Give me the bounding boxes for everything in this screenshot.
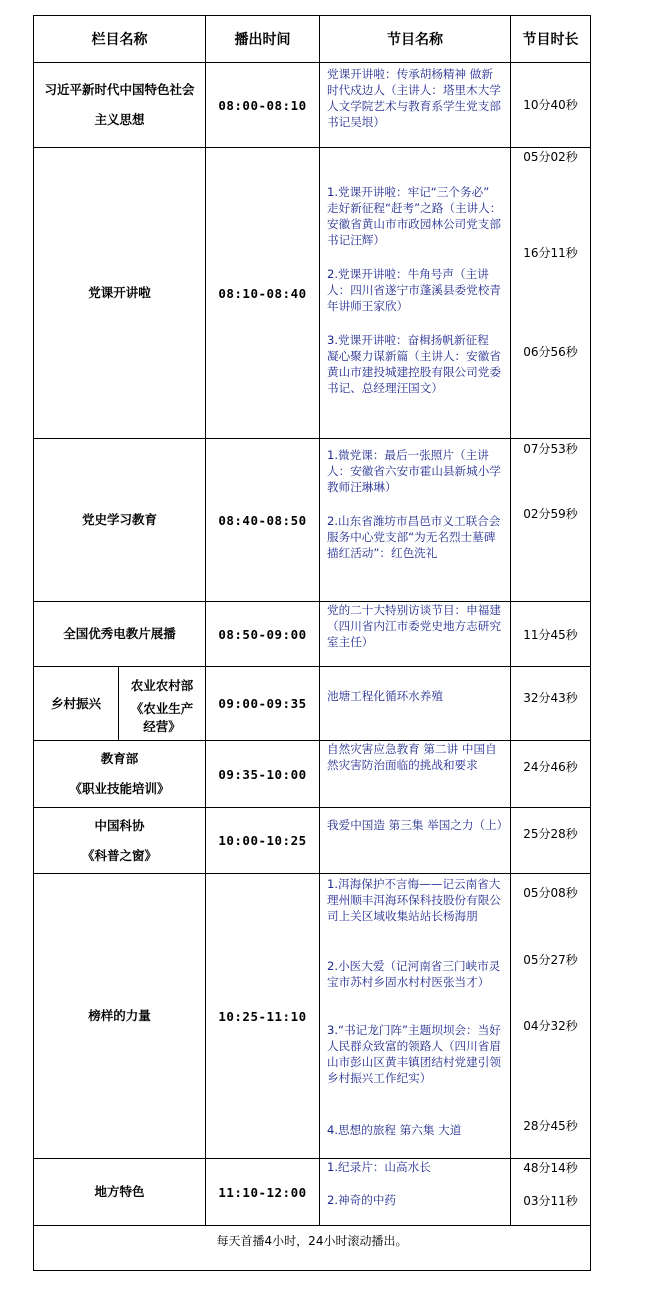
row-5-column-group: 乡村振兴	[33, 666, 119, 741]
row-2-program-2: 2.党课开讲啦：牛角号声（主讲人：四川省遂宁市蓬溪县委党校青年讲师王家欣）	[327, 267, 501, 313]
row-5-duration-1: 32分43秒	[523, 691, 578, 705]
header-duration: 节目时长	[510, 15, 591, 63]
row-4-durations	[510, 601, 591, 667]
row-6-column-line1: 教育部	[100, 751, 139, 766]
row-5-column-sub-line2: 《农业生产经营》	[130, 700, 194, 734]
row-8-duration-3: 04分32秒	[523, 1019, 578, 1033]
row-9-programs	[319, 1158, 511, 1226]
row-3-time: 08:40-08:50	[205, 438, 320, 602]
header-air-time: 播出时间	[205, 15, 320, 63]
row-2-program-3: 3.党课开讲啦：奋楫扬帆新征程 凝心聚力谋新篇（主讲人：安徽省黄山市建投城建控股有限公司党委书记、总经理汪国文）	[327, 333, 501, 395]
row-7-column-line1: 中国科协	[94, 817, 145, 833]
row-9-program-1: 1.纪录片：山高水长	[327, 1160, 431, 1174]
row-8-duration-2: 05分27秒	[523, 953, 578, 967]
row-4-program-1: 党的二十大特别访谈节目：申福建（四川省内江市委党史地方志研究室主任）	[327, 603, 501, 649]
row-6-column-line2: 《职业技能培训》	[69, 781, 170, 796]
row-3-program-1: 1.微党课：最后一张照片（主讲人：安徽省六安市霍山县新城小学教师汪琳琳）	[327, 448, 501, 494]
footer-note: 每天首播4小时，24小时滚动播出。	[33, 1225, 591, 1271]
row-9-durations	[510, 1158, 591, 1226]
row-6-time: 09:35-10:00	[205, 740, 320, 808]
row-1-column	[33, 62, 206, 148]
header-column-name: 栏目名称	[33, 15, 206, 63]
row-7-program-1: 我爱中国造 第三集 举国之力（上）	[327, 818, 509, 832]
row-6-column	[33, 740, 206, 808]
row-1-durations	[510, 62, 591, 148]
row-7-durations	[510, 807, 591, 874]
row-5-program-1: 池塘工程化循环水养殖	[327, 689, 443, 703]
row-6-program-1: 自然灾害应急教育 第二讲 中国自然灾害防治面临的挑战和要求	[327, 742, 497, 772]
header-program-name: 节目名称	[319, 15, 511, 63]
row-1-column-label: 习近平新时代中国特色社会主义思想	[44, 82, 195, 127]
row-2-column: 党课开讲啦	[33, 147, 206, 439]
row-8-duration-1: 05分08秒	[523, 886, 578, 900]
row-8-programs	[319, 873, 511, 1159]
row-1-program-1: 党课开讲啦：传承胡杨精神 做新时代戍边人（主讲人：塔里木大学人文学院艺术与教育系学生党支部书记吴垠）	[327, 67, 501, 129]
row-7-time: 10:00-10:25	[205, 807, 320, 874]
row-5-column-sub	[118, 666, 206, 741]
row-1-time: 08:00-08:10	[205, 62, 320, 148]
row-3-duration-1: 07分53秒	[523, 442, 578, 456]
row-2-duration-1: 05分02秒	[523, 150, 578, 164]
row-4-time: 08:50-09:00	[205, 601, 320, 667]
row-8-column: 榜样的力量	[33, 873, 206, 1159]
row-7-programs	[319, 807, 511, 874]
row-8-durations	[510, 873, 591, 1159]
row-5-time: 09:00-09:35	[205, 666, 320, 741]
row-4-programs	[319, 601, 511, 667]
row-2-programs	[319, 147, 511, 439]
row-4-column: 全国优秀电教片展播	[33, 601, 206, 667]
row-9-duration-2: 03分11秒	[523, 1194, 578, 1208]
row-5-programs	[319, 666, 511, 741]
row-2-time: 08:10-08:40	[205, 147, 320, 439]
row-6-durations	[510, 740, 591, 808]
schedule-table	[33, 15, 591, 1271]
row-8-program-2: 2.小医大爱（记河南省三门峡市灵宝市苏村乡固水村村医张当才）	[327, 959, 501, 989]
row-8-duration-4: 28分45秒	[523, 1119, 578, 1133]
row-9-column: 地方特色	[33, 1158, 206, 1226]
row-2-duration-2: 16分11秒	[523, 246, 578, 260]
row-5-column-sub-line1: 农业农村部	[130, 677, 194, 693]
row-8-time: 10:25-11:10	[205, 873, 320, 1159]
row-1-programs	[319, 62, 511, 148]
row-9-time: 11:10-12:00	[205, 1158, 320, 1226]
row-9-duration-1: 48分14秒	[523, 1161, 578, 1175]
row-2-program-1: 1.党课开讲啦：牢记“三个务必” 走好新征程“赶考”之路（主讲人：安徽省黄山市市政园林公司党支部书记汪辉）	[327, 185, 502, 247]
row-2-durations	[510, 147, 591, 439]
row-5-durations	[510, 666, 591, 741]
row-3-program-2: 2.山东省潍坊市昌邑市义工联合会服务中心党支部“为无名烈士墓碑描红活动”：红色洗礼	[327, 514, 501, 560]
row-6-duration-1: 24分46秒	[523, 760, 578, 774]
row-7-duration-1: 25分28秒	[523, 827, 578, 841]
row-3-durations	[510, 438, 591, 602]
row-2-duration-3: 06分56秒	[523, 345, 578, 359]
row-7-column-line2: 《科普之窗》	[81, 847, 157, 863]
row-8-program-4: 4.思想的旅程 第六集 大道	[327, 1123, 462, 1137]
row-8-program-3: 3.“书记龙门阵”主题坝坝会：当好人民群众致富的领路人（四川省眉山市彭山区黄丰镇团结村党建引领乡村振兴工作纪实）	[327, 1023, 501, 1085]
row-3-programs	[319, 438, 511, 602]
row-8-program-1: 1.洱海保护不言悔——记云南省大理州顺丰洱海环保科技股份有限公司上关区域收集站站长杨海朋	[327, 877, 501, 923]
row-1-duration-1: 10分40秒	[523, 98, 578, 112]
row-9-program-2: 2.神奇的中药	[327, 1193, 397, 1207]
row-6-programs	[319, 740, 511, 808]
row-3-duration-2: 02分59秒	[523, 507, 578, 521]
row-4-duration-1: 11分45秒	[523, 628, 578, 642]
row-3-column: 党史学习教育	[33, 438, 206, 602]
row-7-column	[33, 807, 206, 874]
